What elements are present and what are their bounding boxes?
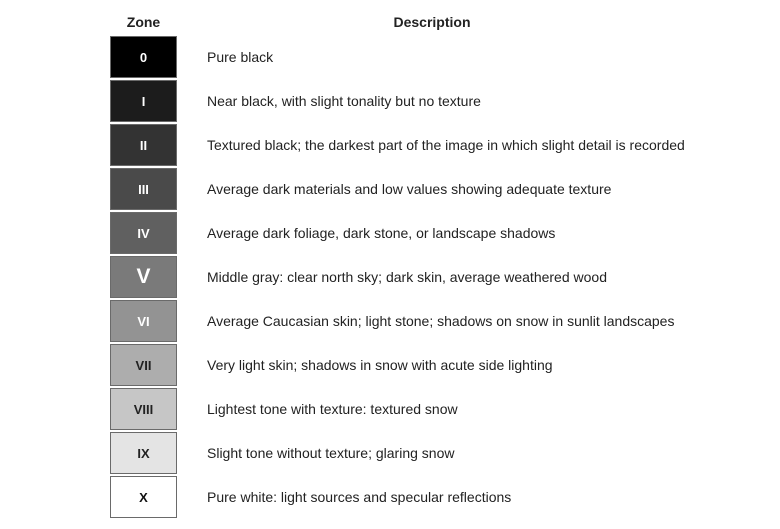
zone-row-3 xyxy=(0,168,780,212)
zone-row-10 xyxy=(0,476,780,520)
zone-swatch: X xyxy=(110,476,177,518)
zone-description: Average Caucasian skin; light stone; shadows on snow in sunlit landscapes xyxy=(207,313,675,329)
zone-swatch: VIII xyxy=(110,388,177,430)
zone-row-1 xyxy=(0,80,780,124)
zone-row-8 xyxy=(0,388,780,432)
zone-row-5 xyxy=(0,256,780,300)
zone-description: Average dark foliage, dark stone, or landscape shadows xyxy=(207,225,556,241)
zone-swatch: 0 xyxy=(110,36,177,78)
zone-row-2 xyxy=(0,124,780,168)
zone-description: Average dark materials and low values showing adequate texture xyxy=(207,181,612,197)
zone-row-0 xyxy=(0,36,780,80)
zone-swatch: VII xyxy=(110,344,177,386)
zone-description: Slight tone without texture; glaring snow xyxy=(207,445,455,461)
zone-description: Near black, with slight tonality but no texture xyxy=(207,93,481,109)
zone-description: Middle gray: clear north sky; dark skin, average weathered wood xyxy=(207,269,607,285)
zone-description: Pure black xyxy=(207,49,274,65)
zone-column-header: Zone xyxy=(126,14,161,30)
zone-description: Pure white: light sources and specular reflections xyxy=(207,489,512,505)
zone-swatch: III xyxy=(110,168,177,210)
zone-swatch: I xyxy=(110,80,177,122)
zone-description: Very light skin; shadows in snow with acute side lighting xyxy=(207,357,553,373)
zone-row-9 xyxy=(0,432,780,476)
zone-row-7 xyxy=(0,344,780,388)
zone-description: Textured black; the darkest part of the image in which slight detail is recorded xyxy=(207,137,685,153)
zone-system-table xyxy=(0,36,780,520)
zone-row-6 xyxy=(0,300,780,344)
zone-swatch: V xyxy=(110,256,177,298)
zone-description: Lightest tone with texture: textured snow xyxy=(207,401,458,417)
description-column-header: Description xyxy=(393,14,471,30)
zone-swatch: VI xyxy=(110,300,177,342)
zone-swatch: II xyxy=(110,124,177,166)
zone-row-4 xyxy=(0,212,780,256)
zone-swatch: IX xyxy=(110,432,177,474)
zone-swatch: IV xyxy=(110,212,177,254)
